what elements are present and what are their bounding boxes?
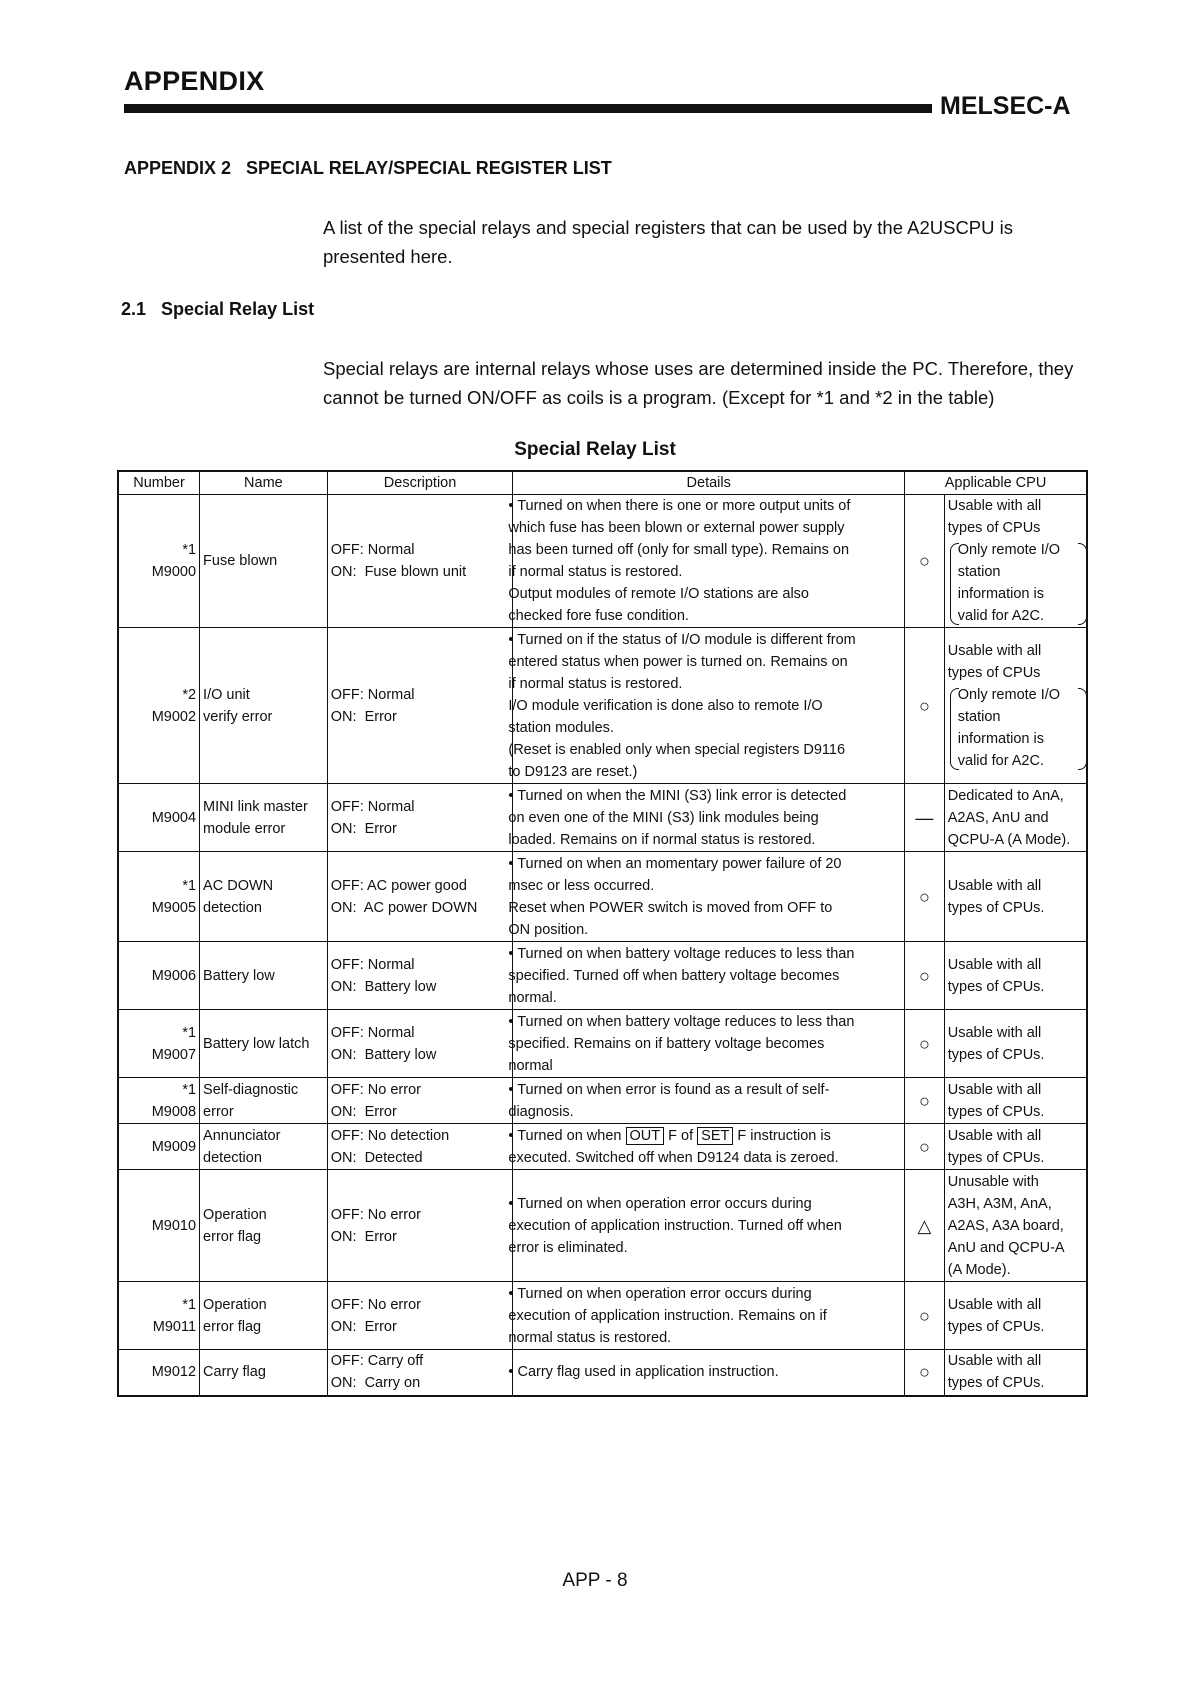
relay-number-cell bbox=[118, 1350, 200, 1396]
applicability-symbol: ○ bbox=[905, 852, 945, 942]
cpu-line: Usable with all bbox=[947, 1296, 1042, 1313]
relay-number: M9012 bbox=[151, 1364, 197, 1381]
cpu-note-line: information is bbox=[957, 730, 1044, 747]
table-row bbox=[118, 1350, 1087, 1396]
cpu-line: A3H, A3M, AnA, bbox=[947, 1195, 1052, 1212]
name-line: Operation bbox=[203, 1296, 267, 1313]
details-line: entered status when power is turned on. Remains on bbox=[508, 653, 848, 670]
relay-description bbox=[327, 1350, 513, 1396]
relay-number-cell bbox=[118, 1170, 200, 1282]
desc-line: ON: Error bbox=[330, 1228, 397, 1245]
col-number: Number bbox=[118, 471, 200, 495]
footnote-mark: *1 bbox=[182, 542, 197, 558]
cpu-note-line: station bbox=[957, 708, 1001, 725]
name-line: error flag bbox=[203, 1228, 262, 1245]
relay-number-cell bbox=[118, 1010, 200, 1078]
details-line: ON position. bbox=[508, 921, 589, 938]
desc-line: ON: Error bbox=[330, 820, 397, 837]
details-line: • Turned on when operation error occurs during bbox=[508, 1195, 812, 1212]
cpu-line: types of CPUs. bbox=[947, 1103, 1045, 1120]
cpu-note-line: station bbox=[957, 564, 1001, 580]
details-line: to D9123 are reset.) bbox=[508, 763, 638, 780]
cpu-line: Unusable with bbox=[947, 1173, 1039, 1190]
name-line: I/O unit bbox=[203, 686, 250, 703]
cpu-line: types of CPUs bbox=[947, 664, 1041, 681]
applicability-symbol: ○ bbox=[905, 1010, 945, 1078]
cpu-line: types of CPUs. bbox=[947, 1375, 1045, 1392]
cpu-line: Usable with all bbox=[947, 956, 1042, 973]
table-row bbox=[118, 942, 1087, 1010]
relay-description bbox=[327, 784, 513, 852]
footnote-mark: *1 bbox=[182, 877, 197, 894]
details-line: specified. Remains on if battery voltage becomes bbox=[508, 1035, 825, 1052]
cpu-line: (A Mode). bbox=[947, 1261, 1011, 1278]
relay-description bbox=[327, 1010, 513, 1078]
cpu-line: types of CPUs. bbox=[947, 1149, 1045, 1166]
cpu-line: Usable with all bbox=[947, 877, 1042, 894]
details-line: execution of application instruction. Remains on if bbox=[508, 1307, 827, 1324]
relay-description bbox=[327, 1124, 513, 1170]
relay-name bbox=[200, 1010, 328, 1078]
desc-line: ON: Fuse blown unit bbox=[330, 564, 467, 580]
name-line: detection bbox=[203, 899, 262, 916]
footnote-mark: *2 bbox=[182, 686, 197, 703]
page-number: APP - 8 bbox=[562, 1570, 628, 1591]
relay-name bbox=[200, 784, 328, 852]
name-line: AC DOWN bbox=[203, 877, 274, 894]
cpu-line: Usable with all bbox=[947, 1024, 1042, 1041]
applicable-cpu bbox=[944, 628, 1087, 784]
table-row bbox=[118, 1078, 1087, 1124]
col-name: Name bbox=[200, 471, 328, 495]
table-row bbox=[118, 1282, 1087, 1350]
relay-number: M9009 bbox=[151, 1138, 197, 1155]
cpu-note-line: Only remote I/O bbox=[957, 686, 1061, 703]
applicable-cpu bbox=[944, 942, 1087, 1010]
details-line: specified. Turned off when battery voltage becomes bbox=[508, 967, 840, 984]
name-line: error bbox=[203, 1103, 234, 1120]
desc-line: OFF: Normal bbox=[330, 686, 415, 703]
subsection-heading: 2.1 Special Relay List bbox=[121, 299, 315, 319]
relay-details bbox=[508, 628, 905, 784]
relay-details bbox=[508, 1350, 905, 1396]
relay-details bbox=[508, 784, 905, 852]
details-line: Output modules of remote I/O stations are also bbox=[508, 586, 809, 602]
details-line: • Turned on if the status of I/O module is different from bbox=[508, 631, 856, 648]
applicability-symbol: ○ bbox=[905, 495, 945, 628]
relay-details bbox=[508, 495, 905, 628]
relay-name bbox=[200, 1350, 328, 1396]
table-row bbox=[118, 852, 1087, 942]
desc-line: OFF: Normal bbox=[330, 798, 415, 815]
desc-line: ON: Battery low bbox=[330, 1046, 437, 1063]
relay-name bbox=[200, 942, 328, 1010]
details-line: I/O module verification is done also to remote I/O bbox=[508, 697, 823, 714]
col-applicable-cpu: Applicable CPU bbox=[905, 471, 1087, 495]
relay-number-cell bbox=[118, 1282, 200, 1350]
desc-line: OFF: No error bbox=[330, 1206, 421, 1223]
relay-number: M9008 bbox=[151, 1103, 197, 1120]
applicable-cpu bbox=[944, 1010, 1087, 1078]
relay-name bbox=[200, 495, 328, 628]
cpu-note-line: valid for A2C. bbox=[957, 608, 1044, 624]
cpu-note-line: Only remote I/O bbox=[957, 542, 1061, 558]
details-line: Reset when POWER switch is moved from OFF to bbox=[508, 899, 833, 916]
applicability-symbol: ○ bbox=[905, 1282, 945, 1350]
body-paragraph: Special relays are internal relays whose uses are determined inside the PC. Therefore, they cannot be turned ON/OFF as coils is a program. (Except for *1 and *2 in the table) bbox=[323, 358, 1074, 408]
relay-number: M9004 bbox=[151, 809, 197, 826]
table-row bbox=[118, 1170, 1087, 1282]
name-line: Fuse blown bbox=[203, 553, 278, 569]
cpu-line: types of CPUs. bbox=[947, 978, 1045, 995]
name-line: Operation bbox=[203, 1206, 267, 1223]
relay-description bbox=[327, 1078, 513, 1124]
header-rule bbox=[124, 104, 932, 113]
details-line: loaded. Remains on if normal status is restored. bbox=[508, 831, 816, 848]
name-line: Battery low bbox=[203, 967, 275, 984]
relay-details bbox=[508, 852, 905, 942]
relay-description bbox=[327, 628, 513, 784]
applicability-symbol: △ bbox=[905, 1170, 945, 1282]
relay-details bbox=[508, 1078, 905, 1124]
footnote-mark: *1 bbox=[182, 1081, 197, 1098]
relay-number-cell bbox=[118, 852, 200, 942]
cpu-line: types of CPUs. bbox=[947, 899, 1045, 916]
relay-number-cell bbox=[118, 1078, 200, 1124]
relay-number: M9007 bbox=[151, 1046, 197, 1063]
desc-line: ON: Error bbox=[330, 708, 397, 725]
details-line: • Turned on when battery voltage reduces to less than bbox=[508, 945, 855, 962]
desc-line: OFF: No error bbox=[330, 1081, 421, 1098]
applicable-cpu bbox=[944, 1170, 1087, 1282]
details-line: executed. Switched off when D9124 data is zeroed. bbox=[508, 1149, 839, 1166]
desc-line: ON: Detected bbox=[330, 1149, 423, 1166]
relay-number: M9000 bbox=[151, 564, 197, 580]
relay-number-cell bbox=[118, 942, 200, 1010]
name-line: Battery low latch bbox=[203, 1035, 310, 1052]
name-line: error flag bbox=[203, 1318, 262, 1335]
relay-details bbox=[508, 1124, 905, 1170]
relay-details bbox=[508, 1282, 905, 1350]
details-line: which fuse has been blown or external power supply bbox=[508, 520, 845, 536]
footnote-mark: *1 bbox=[182, 1296, 197, 1313]
applicable-cpu bbox=[944, 1078, 1087, 1124]
relay-number-cell bbox=[118, 628, 200, 784]
name-line: Carry flag bbox=[203, 1364, 266, 1381]
name-line: Annunciator bbox=[203, 1127, 281, 1144]
applicable-cpu bbox=[944, 784, 1087, 852]
details-line: if normal status is restored. bbox=[508, 564, 683, 580]
cpu-line: A2AS, AnU and bbox=[947, 809, 1049, 826]
relay-name bbox=[200, 1078, 328, 1124]
intro-paragraph: A list of the special relays and special registers that can be used by the A2USCPU is presented here. bbox=[323, 217, 1014, 267]
applicability-symbol: — bbox=[905, 784, 945, 852]
details-line: error is eliminated. bbox=[508, 1239, 628, 1256]
cpu-line: types of CPUs. bbox=[947, 1046, 1045, 1063]
name-line: detection bbox=[203, 1149, 262, 1166]
cpu-line: Dedicated to AnA, bbox=[947, 787, 1064, 804]
relay-number: M9005 bbox=[151, 899, 197, 916]
applicability-symbol: ○ bbox=[905, 628, 945, 784]
relay-description bbox=[327, 942, 513, 1010]
details-line: normal. bbox=[508, 989, 557, 1006]
details-line: on even one of the MINI (S3) link modules being bbox=[508, 809, 819, 826]
table-row bbox=[118, 1124, 1087, 1170]
details-text: F of bbox=[664, 1127, 698, 1144]
out-instruction-box: OUT bbox=[626, 1127, 665, 1145]
details-line: checked fore fuse condition. bbox=[508, 608, 689, 624]
applicability-symbol: ○ bbox=[905, 1350, 945, 1396]
relay-description bbox=[327, 495, 513, 628]
applicable-cpu bbox=[944, 495, 1087, 628]
desc-line: OFF: Normal bbox=[330, 542, 415, 558]
applicability-symbol: ○ bbox=[905, 1078, 945, 1124]
cpu-line: Usable with all bbox=[947, 498, 1042, 514]
name-line: MINI link master bbox=[203, 798, 308, 815]
applicable-cpu bbox=[944, 1350, 1087, 1396]
table-row bbox=[118, 628, 1087, 784]
set-instruction-box: SET bbox=[697, 1127, 733, 1145]
details-line: normal bbox=[508, 1057, 553, 1074]
relay-number-cell bbox=[118, 495, 200, 628]
name-line: module error bbox=[203, 820, 286, 837]
relay-number: M9002 bbox=[151, 708, 197, 725]
section-heading: APPENDIX 2 SPECIAL RELAY/SPECIAL REGISTER LIST bbox=[124, 158, 612, 178]
relay-name bbox=[200, 1170, 328, 1282]
details-line: • Turned on when there is one or more output units of bbox=[508, 498, 851, 514]
cpu-line: A2AS, A3A board, bbox=[947, 1217, 1064, 1234]
desc-line: ON: AC power DOWN bbox=[330, 899, 478, 916]
cpu-line: types of CPUs bbox=[947, 520, 1041, 536]
desc-line: OFF: No detection bbox=[330, 1127, 450, 1144]
desc-line: ON: Carry on bbox=[330, 1375, 421, 1392]
desc-line: OFF: Carry off bbox=[330, 1353, 424, 1370]
desc-line: OFF: Normal bbox=[330, 956, 415, 973]
details-line: • Turned on when an momentary power failure of 20 bbox=[508, 855, 842, 872]
relay-name bbox=[200, 628, 328, 784]
table-caption: Special Relay List bbox=[514, 439, 676, 460]
details-line: has been turned off (only for small type). Remains on bbox=[508, 542, 850, 558]
desc-line: ON: Battery low bbox=[330, 978, 437, 995]
table-header-row bbox=[118, 471, 1087, 495]
relay-name bbox=[200, 1282, 328, 1350]
details-line: • Turned on when the MINI (S3) link error is detected bbox=[508, 787, 847, 804]
relay-number-cell bbox=[118, 784, 200, 852]
cpu-line: types of CPUs. bbox=[947, 1318, 1045, 1335]
applicability-symbol: ○ bbox=[905, 942, 945, 1010]
details-line: • Carry flag used in application instruction. bbox=[508, 1364, 779, 1381]
col-description: Description bbox=[327, 471, 513, 495]
name-line: Self-diagnostic bbox=[203, 1081, 299, 1098]
applicable-cpu bbox=[944, 1124, 1087, 1170]
details-line: • Turned on when error is found as a result of self- bbox=[508, 1081, 830, 1098]
details-text: F instruction is bbox=[733, 1127, 831, 1144]
cpu-line: Usable with all bbox=[947, 642, 1042, 659]
cpu-line: Usable with all bbox=[947, 1081, 1042, 1098]
col-details: Details bbox=[513, 471, 905, 495]
details-line: station modules. bbox=[508, 719, 614, 736]
details-line: if normal status is restored. bbox=[508, 675, 683, 692]
cpu-line: Usable with all bbox=[947, 1353, 1042, 1370]
desc-line: ON: Error bbox=[330, 1318, 397, 1335]
cpu-line: Usable with all bbox=[947, 1127, 1042, 1144]
cpu-note-bracket bbox=[954, 539, 1083, 627]
desc-line: OFF: AC power good bbox=[330, 877, 467, 894]
details-line bbox=[508, 1125, 901, 1147]
details-line: • Turned on when battery voltage reduces to less than bbox=[508, 1013, 855, 1030]
table-row bbox=[118, 1010, 1087, 1078]
relay-number: M9011 bbox=[152, 1318, 197, 1335]
details-text: • Turned on when bbox=[508, 1127, 626, 1144]
relay-name bbox=[200, 852, 328, 942]
applicable-cpu bbox=[944, 852, 1087, 942]
relay-details bbox=[508, 1010, 905, 1078]
applicability-symbol: ○ bbox=[905, 1124, 945, 1170]
relay-description bbox=[327, 852, 513, 942]
relay-description bbox=[327, 1170, 513, 1282]
details-line: normal status is restored. bbox=[508, 1329, 672, 1346]
table-row bbox=[118, 495, 1087, 628]
applicable-cpu bbox=[944, 1282, 1087, 1350]
relay-number-cell bbox=[118, 1124, 200, 1170]
details-line: msec or less occurred. bbox=[508, 877, 655, 894]
details-line: diagnosis. bbox=[508, 1103, 574, 1120]
desc-line: ON: Error bbox=[330, 1103, 397, 1120]
desc-line: OFF: No error bbox=[330, 1296, 421, 1313]
relay-number: M9010 bbox=[151, 1217, 197, 1234]
cpu-line: QCPU-A (A Mode). bbox=[947, 831, 1071, 848]
details-line: (Reset is enabled only when special registers D9116 bbox=[508, 741, 846, 758]
relay-details bbox=[508, 1170, 905, 1282]
table-row bbox=[118, 784, 1087, 852]
cpu-note-line: valid for A2C. bbox=[957, 752, 1044, 769]
footnote-mark: *1 bbox=[182, 1024, 197, 1041]
cpu-line: AnU and QCPU-A bbox=[947, 1239, 1065, 1256]
special-relay-table bbox=[117, 470, 1088, 1397]
details-line: • Turned on when operation error occurs during bbox=[508, 1285, 812, 1302]
relay-name bbox=[200, 1124, 328, 1170]
cpu-note-bracket bbox=[954, 684, 1083, 772]
name-line: verify error bbox=[203, 708, 273, 725]
header-brand: MELSEC-A bbox=[940, 92, 1071, 120]
relay-number: M9006 bbox=[151, 967, 197, 984]
relay-description bbox=[327, 1282, 513, 1350]
header-title: APPENDIX bbox=[124, 66, 265, 96]
desc-line: OFF: Normal bbox=[330, 1024, 415, 1041]
cpu-note-line: information is bbox=[957, 586, 1044, 602]
details-line: execution of application instruction. Turned off when bbox=[508, 1217, 842, 1234]
relay-details bbox=[508, 942, 905, 1010]
